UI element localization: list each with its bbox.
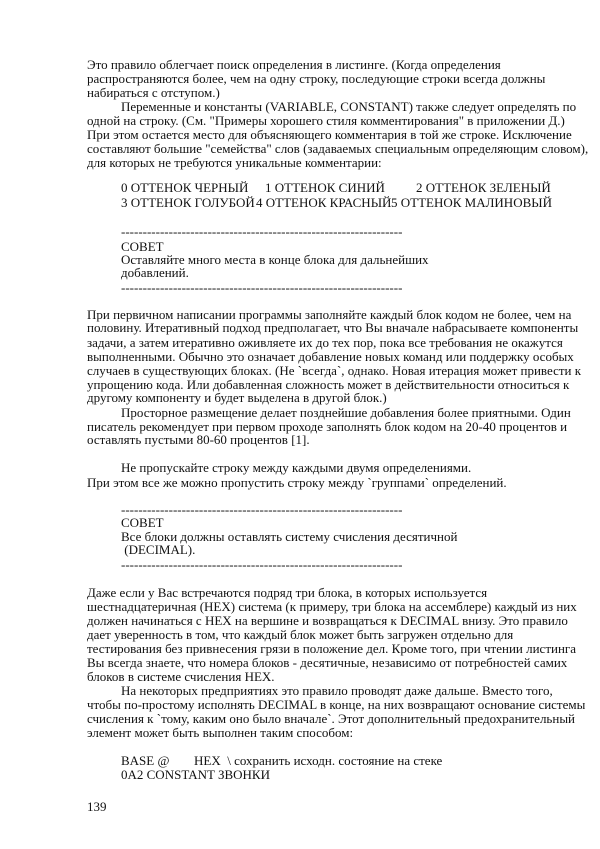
tip-rule: ----------------------------------------------------------------- — [121, 280, 403, 295]
text-line: Не пропускайте строку между каждыми двумя определениями. — [121, 460, 472, 475]
text-line: оставлять пустыми 80-60 процентов [1]. — [87, 432, 310, 447]
text-line: Даже если у Вас встречаются подряд три блока, в которых используется — [87, 585, 488, 600]
text-line: выполненными. Обычно это означает добавление новых команд или поддержку особых — [87, 349, 574, 364]
text-line: набираться с отступом.) — [87, 85, 220, 100]
text-line: элемент может быть выполнен таким способом: — [87, 725, 354, 740]
text-line: На некоторых предприятиях это правило проводят даже дальше. Вместо того, — [121, 683, 553, 698]
text-line: для которых не требуются уникальные комментарии: — [87, 155, 382, 170]
tip-text: добавлений. — [121, 265, 189, 280]
color-word: 1 ОТТЕНОК СИНИЙ — [265, 180, 385, 195]
color-word: 5 ОТТЕНОК МАЛИНОВЫЙ — [391, 195, 552, 210]
text-line: При первичном написании программы заполняйте каждый блок кодом не более, чем на — [87, 307, 572, 322]
tip-rule: ----------------------------------------------------------------- — [121, 224, 403, 239]
text-line: При этом все же можно пропустить строку между `группами` определений. — [87, 475, 507, 490]
code-comment: HEX \ сохранить исходн. состояние на стеке — [194, 753, 443, 768]
text-line: Переменные и константы (VARIABLE, CONSTANT) также следует определять по — [121, 99, 577, 114]
text-line: составляют большие "семейства" слов (задаваемых специальным определяющим словом), — [87, 141, 589, 156]
text-line: При этом остается место для объясняющего комментария в той же строке. Исключение — [87, 127, 572, 142]
tip-text: Все блоки должны оставлять систему счисления десятичной — [121, 529, 458, 544]
tip-text: Оставляйте много места в конце блока для дальнейших — [121, 252, 429, 267]
tip-rule: ----------------------------------------------------------------- — [121, 557, 403, 572]
text-line: Вы всегда знаете, что номера блоков - десятичные, независимо от потребностей самих — [87, 655, 568, 670]
tip-title: СОВЕТ — [121, 515, 164, 530]
text-line: шестнадцатеричная (HEX) система (к примеру, три блока на ассемблере) каждый из них — [87, 599, 577, 614]
text-line: счисления к `тому, каким оно было вначале`. Этот дополнительный предохранительный — [87, 711, 576, 726]
color-word: 4 ОТТЕНОК КРАСНЫЙ — [256, 195, 392, 210]
code-line: 0A2 CONSTANT ЗВОНКИ — [121, 767, 270, 782]
text-line: должен начинаться с HEX на вершине и возвращаться к DECIMAL внизу. Это правило — [87, 613, 568, 628]
text-line: чтобы по-простому исполнять DECIMAL в конце, на них возвращают основание системы — [87, 697, 586, 712]
color-word: 2 ОТТЕНОК ЗЕЛЕНЫЙ — [416, 180, 551, 195]
tip-title: СОВЕТ — [121, 239, 164, 254]
text-line: писатель рекомендует при первом проходе заполнять блок кодом на 20-40 процентов и — [87, 419, 568, 434]
page-number: 139 — [87, 799, 107, 814]
text-line: случаев в существующих блоках. (Не `всегда`, однако. Новая итерация может привести к — [87, 363, 582, 378]
color-word: 3 ОТТЕНОК ГОЛУБОЙ — [121, 195, 255, 210]
text-line: задачи, а затем итеративно оживляете их до тех пор, пока все требования не окажутся — [87, 335, 563, 350]
text-line: дает уверенность в том, что каждый блок может быть загружен отдельно для — [87, 627, 514, 642]
text-line: распространяются более, чем на одну строку, последующие строки всегда должны — [87, 71, 546, 86]
text-line: упрощению кода. Или добавленная сложность может в действительности относиться к — [87, 377, 570, 392]
code-line: BASE @ — [121, 753, 170, 768]
text-line: Просторное размещение делает позднейшие добавления более приятными. Один — [121, 405, 571, 420]
text-line: одной на строку. (См. "Примеры хорошего стиля комментирования" в приложении Д.) — [87, 113, 565, 128]
text-line: Это правило облегчает поиск определения в листинге. (Когда определения — [87, 57, 501, 72]
text-line: половину. Итеративный подход предполагает, что Вы вначале набрасываете компоненты — [87, 320, 579, 335]
text-line: тестирования без привнесения грязи в положение дел. Кроме того, при чтении листинга — [87, 641, 577, 656]
color-word: 0 ОТТЕНОК ЧЕРНЫЙ — [121, 180, 249, 195]
text-line: другому компоненту и будет выделена в другой блок.) — [87, 390, 387, 405]
tip-rule: ----------------------------------------------------------------- — [121, 502, 403, 517]
text-line: блоков в системе счисления HEX. — [87, 669, 275, 684]
tip-text: (DECIMAL). — [121, 542, 196, 557]
